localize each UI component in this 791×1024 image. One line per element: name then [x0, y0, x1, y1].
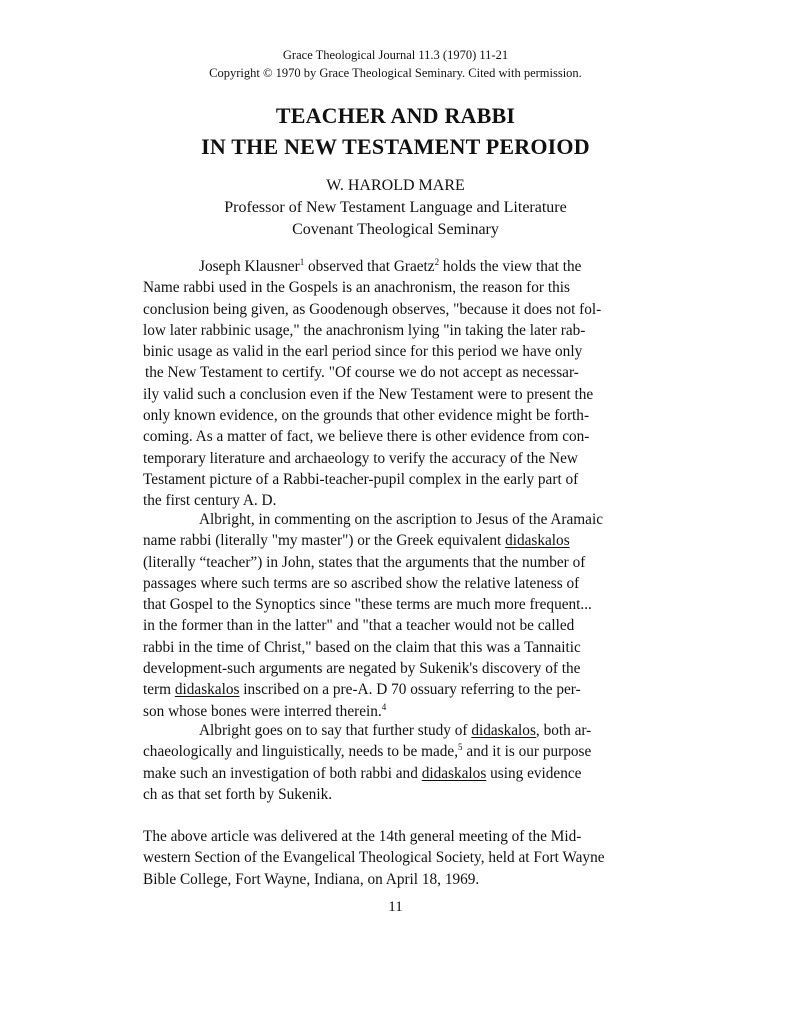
author-block — [0, 175, 791, 241]
text-line: Albright, in commenting on the ascription to Jesus of the Aramaic — [199, 511, 604, 528]
text-line: binic usage as valid in the earl period since for this period we have only — [143, 343, 583, 361]
underlined-term: didaskalos — [505, 532, 570, 550]
text-line: Name rabbi used in the Gospels is an anachronism, the reason for this — [143, 279, 570, 297]
text-line: name rabbi (literally "my master") or the Greek equivalent didaskalos — [143, 532, 570, 550]
text-line: that Gospel to the Synoptics since "these terms are much more frequent... — [143, 596, 592, 614]
text-line: conclusion being given, as Goodenough observes, "because it does not fol- — [143, 300, 602, 318]
text-line: passages where such terms are so ascribed show the relative lateness of — [143, 574, 580, 592]
text-line: temporary literature and archaeology to verify the accuracy of the New — [143, 449, 578, 467]
text-line: son whose bones were interred therein.$^4$ — [143, 701, 387, 720]
underlined-term: didaskalos — [471, 722, 536, 739]
page-number: 11 — [388, 899, 403, 915]
journal-citation: Grace Theological Journal 11.3 (1970) 11-21 — [282, 48, 509, 62]
paragraph-3 — [143, 720, 633, 805]
paragraph-2 — [143, 509, 633, 722]
text-line: Joseph Klausner$^1$ observed that Graetz$^2$ holds the view that the — [199, 257, 582, 275]
text-line: (literally “teacher”) in John, states that the arguments that the number of — [143, 553, 586, 571]
text-line: only known evidence, on the grounds that other evidence might be forth- — [143, 407, 590, 425]
text-line: western Section of the Evangelical Theological Society, held at Fort Wayne — [143, 849, 605, 867]
text-line: low later rabbinic usage," the anachronism lying "in taking the later rab- — [143, 321, 586, 339]
text-line: The above article was delivered at the 14th general meeting of the Mid- — [143, 828, 582, 845]
footnote-ref: 5 — [458, 742, 463, 753]
paragraph-1 — [143, 256, 633, 512]
article-title — [0, 100, 791, 162]
author-position: Professor of New Testament Language and Literature — [224, 199, 567, 216]
text-line: coming. As a matter of fact, we believe there is other evidence from con- — [143, 428, 590, 446]
text-line: Albright goes on to say that further study of didaskalos, both ar- — [199, 722, 592, 739]
footnote-ref: 4 — [381, 701, 387, 712]
author-name: W. HAROLD MARE — [326, 177, 465, 194]
text-line: the first century A. D. — [143, 492, 277, 510]
text-line: ch as that set forth by Sukenik. — [143, 785, 333, 803]
author-institution: Covenant Theological Seminary — [292, 221, 499, 238]
text-line: ily valid such a conclusion even if the New Testament were to present the — [143, 385, 594, 403]
underlined-term: didaskalos — [421, 764, 487, 782]
footnote-ref: 1 — [299, 257, 305, 267]
copyright-notice: Copyright © 1970 by Grace Theological Seminary. Cited with permission. — [209, 66, 582, 80]
text-line: Bible College, Fort Wayne, Indiana, on April 18, 1969. — [143, 870, 480, 888]
text-line: make such an investigation of both rabbi and didaskalos using evidence — [143, 764, 582, 782]
presentation-note — [143, 826, 633, 890]
underlined-term: didaskalos — [174, 681, 240, 699]
text-line: rabbi in the time of Christ," based on the claim that this was a Tannaitic — [143, 638, 581, 656]
text-line: term didaskalos inscribed on a pre-A. D 70 ossuary referring to the per- — [143, 681, 581, 699]
text-line: in the former than in the latter" and "that a teacher would not be called — [143, 617, 575, 635]
footnote-ref: 2 — [434, 257, 440, 267]
title-line-1: TEACHER AND RABBI — [275, 103, 516, 128]
text-line: the New Testament to certify. "Of course we do not accept as necessar- — [145, 364, 579, 382]
title-line-2: IN THE NEW TESTAMENT PEROIOD — [201, 134, 590, 159]
text-line: Testament picture of a Rabbi-teacher-pupil complex in the early part of — [143, 470, 579, 488]
text-line: chaeologically and linguistically, needs to be made,$^5$ and it is our purpose — [143, 742, 592, 761]
text-line: development-such arguments are negated by Sukenik's discovery of the — [143, 660, 581, 678]
